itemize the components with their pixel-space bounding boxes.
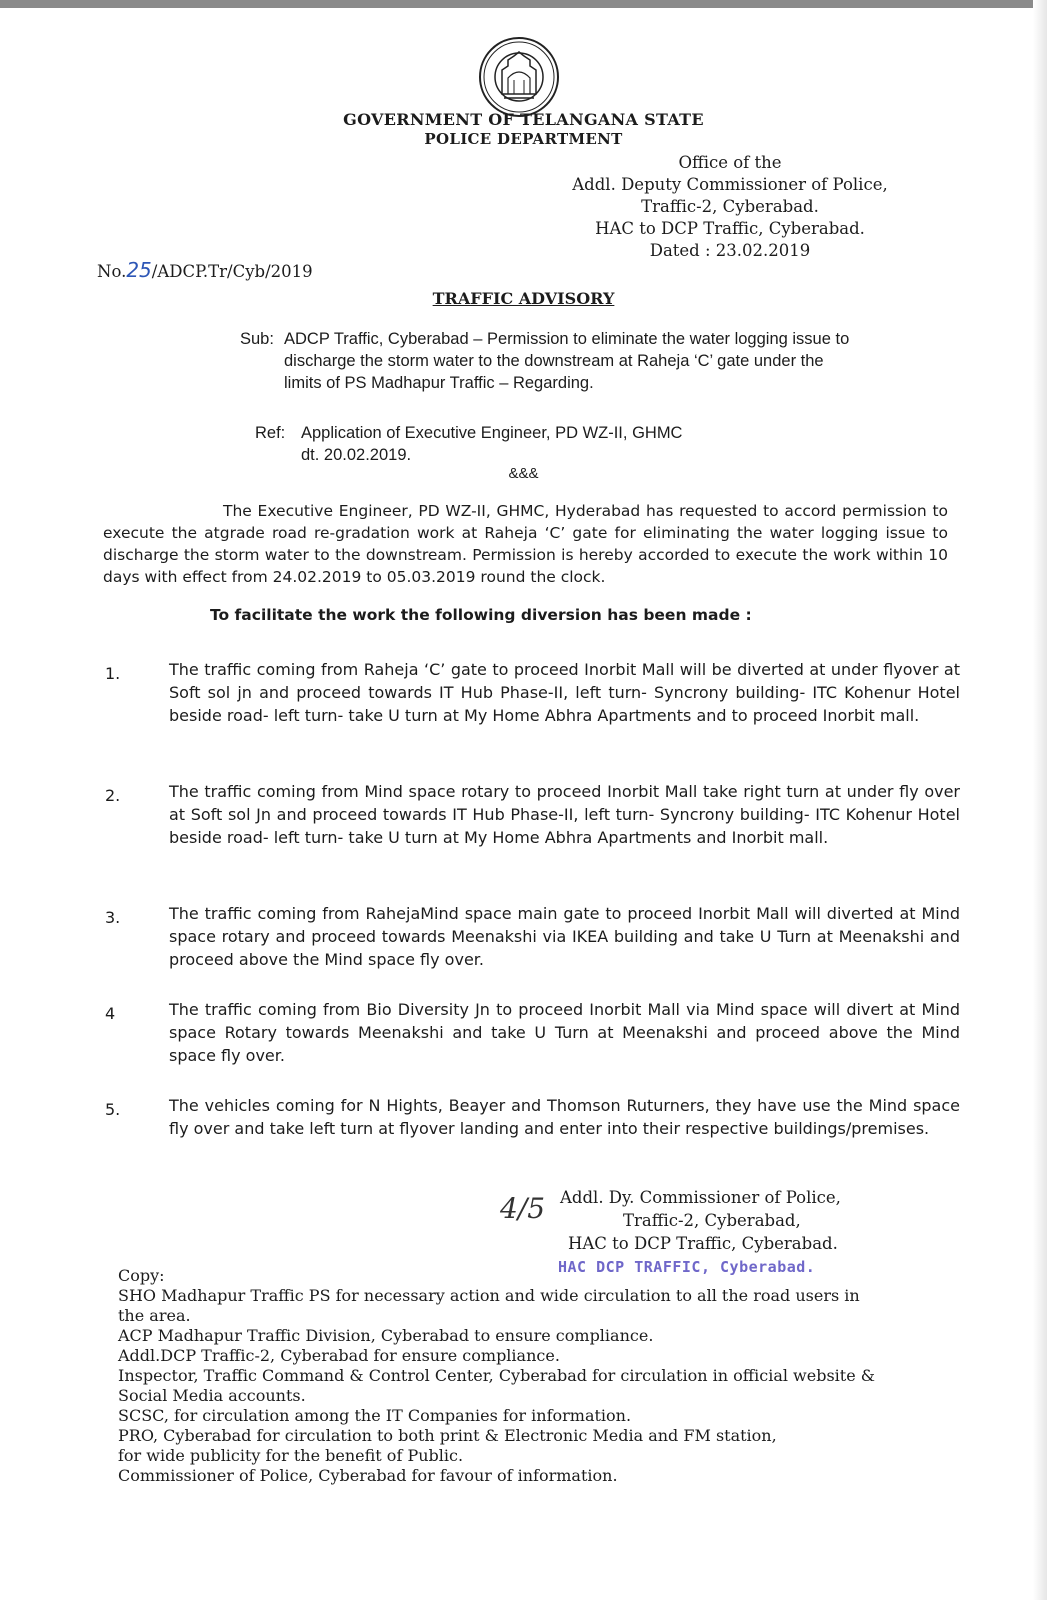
item-number: 4 xyxy=(105,1004,116,1023)
handwritten-number: 25 xyxy=(126,258,152,282)
diversion-item xyxy=(105,902,960,971)
scan-top-edge xyxy=(0,0,1047,8)
item-number: 3. xyxy=(105,908,121,927)
item-number: 2. xyxy=(105,786,121,805)
reference-date: dt. 20.02.2019. xyxy=(301,446,412,464)
diversion-item xyxy=(105,1094,960,1140)
reference-label: Ref: xyxy=(255,424,286,442)
reference-block xyxy=(255,422,855,466)
signatory-role: HAC to DCP Traffic, Cyberabad. xyxy=(568,1234,838,1253)
item-number: 5. xyxy=(105,1100,121,1119)
item-text: The traffic coming from RahejaMind space main gate to proceed Inorbit Mall will diverted at Mind space rotary and proceed towards Meenakshi via IKEA building and take U Turn at Meenakshi and proceed above the Mind space fly over. xyxy=(169,904,960,969)
signatory-designation: Addl. Dy. Commissioner of Police, xyxy=(560,1188,841,1207)
document-title: TRAFFIC ADVISORY xyxy=(432,289,615,308)
department-heading: POLICE DEPARTMENT xyxy=(424,130,623,148)
office-line: Office of the xyxy=(678,153,782,172)
copy-line: the area. xyxy=(118,1306,191,1325)
telangana-seal-emblem xyxy=(478,36,560,118)
ref-suffix: /ADCP.Tr/Cyb/2019 xyxy=(151,262,313,281)
copy-line: SCSC, for circulation among the IT Companies for information. xyxy=(118,1406,632,1425)
item-text: The traffic coming from Mind space rotary to proceed Inorbit Mall take right turn at under fly over at Soft sol Jn and proceed towards IT Hub Phase-II, left turn- Syncrony building- ITC Kohenur Hotel beside road- left turn- take U turn at My Home Abhra Apartments and Inorbit mall. xyxy=(169,782,960,847)
copy-to-list xyxy=(118,1266,963,1486)
diversion-item xyxy=(105,998,960,1067)
item-number: 1. xyxy=(105,664,121,683)
copy-line: PRO, Cyberabad for circulation to both print & Electronic Media and FM station, xyxy=(118,1426,777,1445)
item-text: The traffic coming from Bio Diversity Jn to proceed Inorbit Mall via Mind space will divert at Mind space Rotary towards Meenakshi and take U Turn at Meenakshi and proceed above the Mind space fly over. xyxy=(169,1000,960,1065)
issuing-office-block xyxy=(560,152,900,262)
copy-line: Commissioner of Police, Cyberabad for favour of information. xyxy=(118,1466,618,1485)
copy-line: Addl.DCP Traffic-2, Cyberabad for ensure compliance. xyxy=(118,1346,560,1365)
govt-heading: GOVERNMENT OF TELANGANA STATE xyxy=(343,110,704,129)
item-text: The vehicles coming for N Hights, Beayer and Thomson Ruturners, they have use the Mind space fly over and take left turn at flyover landing and enter into their respective buildings/premises. xyxy=(169,1096,960,1138)
body-paragraph: The Executive Engineer, PD WZ-II, GHMC, Hyderabad has requested to accord permission to execute the atgrade road re-gradation work at Raheja ‘C’ gate for eliminating the water logging issue to discharge the storm water to the downstream. Permission is hereby accorded to execute the work within 10 days with effect from 24.02.2019 to 05.03.2019 round the clock. xyxy=(103,502,948,586)
scan-right-shadow xyxy=(1033,0,1047,1600)
office-line: Addl. Deputy Commissioner of Police, xyxy=(572,175,888,194)
office-stamp: HAC DCP TRAFFIC, Cyberabad. xyxy=(558,1258,816,1276)
copy-label: Copy: xyxy=(118,1266,165,1285)
signature-block xyxy=(555,1186,905,1255)
subject-label: Sub: xyxy=(240,330,274,348)
copy-line: for wide publicity for the benefit of Public. xyxy=(118,1446,464,1465)
diversion-heading: To facilitate the work the following diversion has been made : xyxy=(210,606,752,624)
copy-line: SHO Madhapur Traffic PS for necessary action and wide circulation to all the road users in xyxy=(118,1286,860,1305)
subject-text: ADCP Traffic, Cyberabad – Permission to eliminate the water logging issue to discharge the storm water to the downstream at Raheja ‘C’ gate under the limits of PS Madhapur Traffic – Regarding. xyxy=(284,330,850,392)
signatory-unit: Traffic-2, Cyberabad, xyxy=(623,1211,801,1230)
ref-prefix: No. xyxy=(97,262,127,281)
copy-line: ACP Madhapur Traffic Division, Cyberabad to ensure compliance. xyxy=(118,1326,654,1345)
copy-line: Inspector, Traffic Command & Control Center, Cyberabad for circulation in official website & xyxy=(118,1366,876,1385)
diversion-item xyxy=(105,658,960,727)
reference-number xyxy=(97,258,313,282)
diversion-item xyxy=(105,780,960,849)
reference-line: Application of Executive Engineer, PD WZ-II, GHMC xyxy=(301,424,683,442)
item-text: The traffic coming from Raheja ‘C’ gate to proceed Inorbit Mall will be diverted at under flyover at Soft sol jn and proceed towards IT Hub Phase-II, left turn- Syncrony building- ITC Kohenur Hotel beside road- left turn- take U turn at My Home Abhra Apartments and to proceed Inorbit mall. xyxy=(169,660,960,725)
section-separator: &&& xyxy=(508,465,539,482)
handwritten-initials: 4/5 xyxy=(500,1192,546,1225)
office-line: HAC to DCP Traffic, Cyberabad. xyxy=(595,219,865,238)
date-line: Dated : 23.02.2019 xyxy=(649,241,811,260)
subject-block xyxy=(240,328,860,394)
copy-line: Social Media accounts. xyxy=(118,1386,306,1405)
office-line: Traffic-2, Cyberabad. xyxy=(641,197,819,216)
